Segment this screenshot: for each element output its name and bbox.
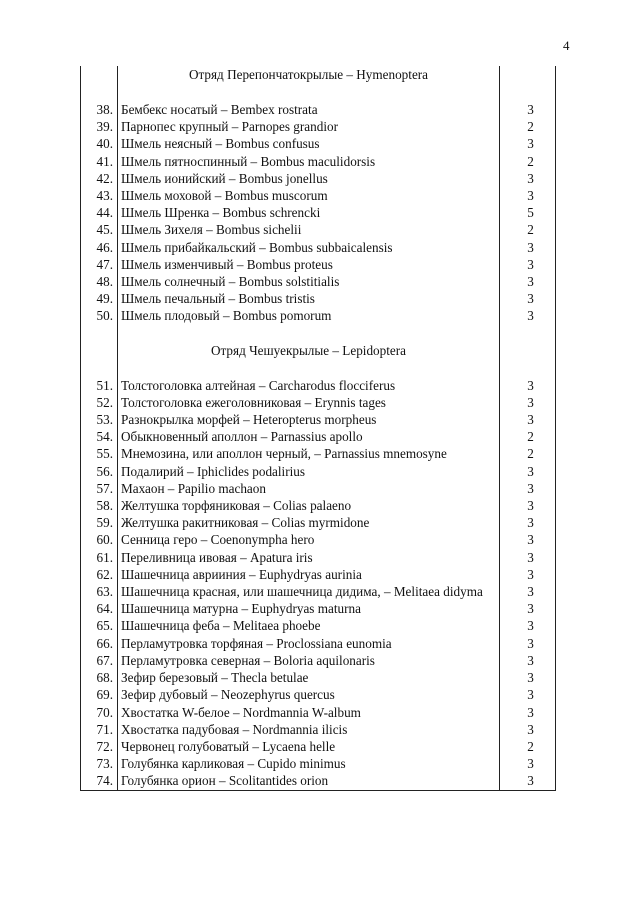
species-name: Зефир березовый – Thecla betulae [118, 669, 500, 686]
table-row [81, 101, 556, 118]
table-row [81, 497, 556, 514]
row-number: 72. [81, 738, 118, 755]
category-value: 3 [500, 135, 556, 152]
species-name: Подалирий – Iphiclides podalirius [118, 463, 500, 480]
row-number: 54. [81, 428, 118, 445]
table-row [81, 377, 556, 394]
table-row [81, 531, 556, 548]
table-row [81, 514, 556, 531]
category-value: 3 [500, 583, 556, 600]
row-number: 64. [81, 600, 118, 617]
table-row [81, 239, 556, 256]
row-number: 51. [81, 377, 118, 394]
table-row [81, 600, 556, 617]
category-value: 3 [500, 755, 556, 772]
table-row [81, 549, 556, 566]
row-number: 55. [81, 445, 118, 462]
species-name: Переливница ивовая – Apatura iris [118, 549, 500, 566]
row-number: 38. [81, 101, 118, 118]
category-value: 2 [500, 738, 556, 755]
category-value: 3 [500, 721, 556, 738]
species-name: Разнокрылка морфей – Heteropterus morpheus [118, 411, 500, 428]
category-value: 3 [500, 273, 556, 290]
species-name: Перламутровка северная – Boloria aquilonaris [118, 652, 500, 669]
table-row [81, 463, 556, 480]
species-name: Шмель ионийский – Bombus jonellus [118, 170, 500, 187]
species-name: Шмель неясный – Bombus confusus [118, 135, 500, 152]
row-number: 62. [81, 566, 118, 583]
species-name: Желтушка торфяниковая – Colias palaeno [118, 497, 500, 514]
row-number: 44. [81, 204, 118, 221]
species-name: Шашечница феба – Melitaea phoebe [118, 617, 500, 634]
species-name: Обыкновенный аполлон – Parnassius apollo [118, 428, 500, 445]
table-row [81, 704, 556, 721]
category-value: 3 [500, 704, 556, 721]
category-value: 3 [500, 617, 556, 634]
row-number: 59. [81, 514, 118, 531]
row-number: 40. [81, 135, 118, 152]
category-value: 3 [500, 652, 556, 669]
category-value: 3 [500, 497, 556, 514]
category-value: 2 [500, 428, 556, 445]
table-row [81, 721, 556, 738]
row-number: 68. [81, 669, 118, 686]
species-name: Сенница геро – Coenonympha hero [118, 531, 500, 548]
species-name: Толстоголовка ежеголовниковая – Erynnis tages [118, 394, 500, 411]
category-value: 3 [500, 669, 556, 686]
table-row [81, 617, 556, 634]
row-number: 41. [81, 153, 118, 170]
table-row [81, 187, 556, 204]
section-title: Отряд Перепончатокрылые – Hymenoptera [118, 66, 500, 84]
table-row [81, 411, 556, 428]
species-name: Мнемозина, или аполлон черный, – Parnassius mnemosyne [118, 445, 500, 462]
row-number: 45. [81, 221, 118, 238]
table-row [81, 652, 556, 669]
table-row [81, 686, 556, 703]
species-name: Шашечница красная, или шашечница дидима, – Melitaea didyma [118, 583, 500, 600]
spacer-row [81, 360, 556, 377]
species-name: Шмель пятноспинный – Bombus maculidorsis [118, 153, 500, 170]
category-value: 3 [500, 566, 556, 583]
category-value: 3 [500, 307, 556, 324]
row-number: 46. [81, 239, 118, 256]
section-header-row [81, 66, 556, 84]
category-value: 3 [500, 377, 556, 394]
species-name: Червонец голубоватый – Lycaena helle [118, 738, 500, 755]
category-value: 3 [500, 686, 556, 703]
table-row [81, 221, 556, 238]
category-value: 3 [500, 187, 556, 204]
spacer-row [81, 84, 556, 101]
table-row [81, 583, 556, 600]
table-row [81, 738, 556, 755]
row-number: 71. [81, 721, 118, 738]
row-number: 74. [81, 772, 118, 790]
species-name: Шмель изменчивый – Bombus proteus [118, 256, 500, 273]
table-row [81, 204, 556, 221]
table-row [81, 256, 556, 273]
table-row [81, 153, 556, 170]
table-row [81, 394, 556, 411]
species-name: Шмель солнечный – Bombus solstitialis [118, 273, 500, 290]
species-name: Зефир дубовый – Neozephyrus quercus [118, 686, 500, 703]
spacer-row [81, 325, 556, 342]
section-title: Отряд Чешуекрылые – Lepidoptera [118, 342, 500, 360]
row-number: 65. [81, 617, 118, 634]
row-number: 50. [81, 307, 118, 324]
species-name: Перламутровка торфяная – Proclossiana eunomia [118, 635, 500, 652]
species-name: Махаон – Papilio machaon [118, 480, 500, 497]
table-row [81, 669, 556, 686]
page-number: 4 [563, 38, 570, 53]
species-name: Шмель прибайкальский – Bombus subbaicalensis [118, 239, 500, 256]
category-value: 3 [500, 480, 556, 497]
row-number: 60. [81, 531, 118, 548]
table-row [81, 755, 556, 772]
category-value: 3 [500, 772, 556, 790]
species-name: Бембекс носатый – Bembex rostrata [118, 101, 500, 118]
category-value: 3 [500, 411, 556, 428]
species-name: Хвостатка падубовая – Nordmannia ilicis [118, 721, 500, 738]
table-row [81, 273, 556, 290]
species-name: Шмель Зихеля – Bombus sichelii [118, 221, 500, 238]
category-value: 3 [500, 463, 556, 480]
species-name: Шмель плодовый – Bombus pomorum [118, 307, 500, 324]
table-row [81, 290, 556, 307]
row-number: 58. [81, 497, 118, 514]
species-name: Желтушка ракитниковая – Colias myrmidone [118, 514, 500, 531]
species-name: Толстоголовка алтейная – Carcharodus flocciferus [118, 377, 500, 394]
table-row [81, 635, 556, 652]
species-table-body [81, 66, 556, 790]
species-name: Голубянка орион – Scolitantides orion [118, 772, 500, 790]
category-value: 3 [500, 170, 556, 187]
species-name: Шмель Шренка – Bombus schrencki [118, 204, 500, 221]
table-row [81, 428, 556, 445]
row-number: 56. [81, 463, 118, 480]
species-name: Хвостатка W-белое – Nordmannia W-album [118, 704, 500, 721]
species-name: Шмель моховой – Bombus muscorum [118, 187, 500, 204]
species-name: Шашечница аврииния – Euphydryas aurinia [118, 566, 500, 583]
species-name: Шашечница матурна – Euphydryas maturna [118, 600, 500, 617]
row-number: 57. [81, 480, 118, 497]
species-name: Голубянка карликовая – Cupido minimus [118, 755, 500, 772]
category-value: 3 [500, 239, 556, 256]
category-value: 3 [500, 514, 556, 531]
row-number: 73. [81, 755, 118, 772]
section-header-row [81, 342, 556, 360]
species-name: Парнопес крупный – Parnopes grandior [118, 118, 500, 135]
table-row [81, 566, 556, 583]
species-table [80, 66, 556, 791]
row-number: 42. [81, 170, 118, 187]
table-row [81, 135, 556, 152]
species-name: Шмель печальный – Bombus tristis [118, 290, 500, 307]
row-number: 61. [81, 549, 118, 566]
row-number: 43. [81, 187, 118, 204]
table-row [81, 118, 556, 135]
table-row [81, 445, 556, 462]
row-number: 39. [81, 118, 118, 135]
category-value: 3 [500, 394, 556, 411]
category-value: 2 [500, 153, 556, 170]
row-number: 66. [81, 635, 118, 652]
category-value: 3 [500, 290, 556, 307]
category-value: 3 [500, 531, 556, 548]
category-value: 5 [500, 204, 556, 221]
category-value: 3 [500, 635, 556, 652]
category-value: 2 [500, 445, 556, 462]
category-value: 2 [500, 118, 556, 135]
table-row [81, 772, 556, 790]
row-number: 49. [81, 290, 118, 307]
row-number: 52. [81, 394, 118, 411]
category-value: 3 [500, 549, 556, 566]
row-number: 47. [81, 256, 118, 273]
category-value: 3 [500, 256, 556, 273]
table-row [81, 170, 556, 187]
row-number: 67. [81, 652, 118, 669]
row-number: 63. [81, 583, 118, 600]
category-value: 2 [500, 221, 556, 238]
table-row [81, 480, 556, 497]
row-number: 53. [81, 411, 118, 428]
row-number: 48. [81, 273, 118, 290]
category-value: 3 [500, 101, 556, 118]
row-number: 69. [81, 686, 118, 703]
table-row [81, 307, 556, 324]
category-value: 3 [500, 600, 556, 617]
row-number: 70. [81, 704, 118, 721]
